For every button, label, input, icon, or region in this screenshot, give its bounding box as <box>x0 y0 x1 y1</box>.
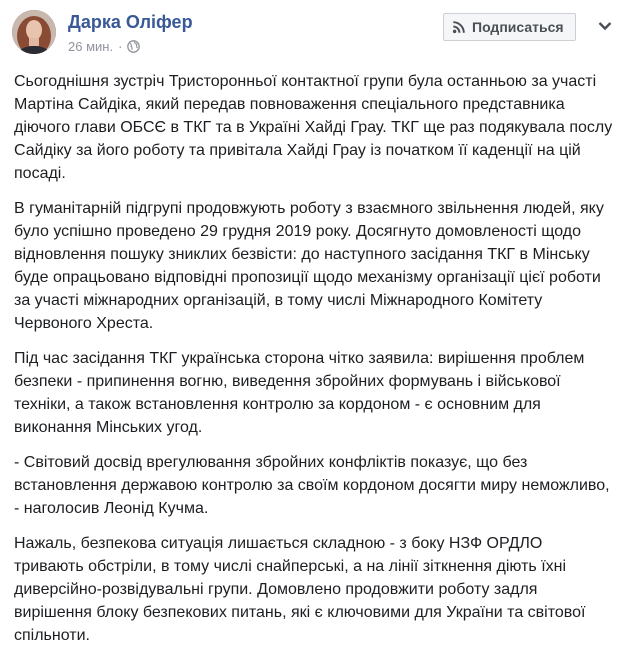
post-paragraph: - Світовий досвід врегулювання збройних конфліктів показує, що без встановлення державою контролю за своїм кордоном досягти миру неможливо, - наголосив Леонід Кучма. <box>14 454 610 517</box>
post-paragraph: Нажаль, безпекова ситуація лишається складною - з боку НЗФ ОРДЛО тривають обстріли, в тому числі снайперські, а на лінії зіткнення діють їхні диверсійно-розвідувальні групи. Домовлено продовжити роботу задля вирішення блоку безпекових питань, які є ключовими для України та світової спільноти. <box>14 535 586 644</box>
avatar-image <box>12 10 56 54</box>
rss-icon <box>452 20 466 34</box>
post-meta <box>68 39 140 54</box>
post-timestamp[interactable]: 26 мин. <box>68 39 114 54</box>
meta-separator: · <box>118 39 123 54</box>
post-header <box>12 10 608 64</box>
post-body <box>14 70 614 659</box>
post-paragraph: В гуманітарній підгрупі продовжують роботу з взаємного звільнення людей, яку було успішно проведено 29 грудня 2019 року. Досягнуто домовленості щодо відновлення пошуку зниклих безвісти: до наступного засідання ТКГ в Мінську буде опрацьовано відповідні пропозиції щодо механізму організації цієї роботи за участі міжнародних організацій, в тому числі Міжнародного Комітету Червоного Хреста. <box>14 200 604 332</box>
avatar[interactable] <box>12 10 56 54</box>
author-name[interactable]: Дарка Оліфер <box>68 12 193 32</box>
subscribe-label: Подписаться <box>472 19 564 35</box>
chevron-down-icon <box>598 21 612 31</box>
post-paragraph: Під час засідання ТКГ українська сторона чітко заявила: вирішення проблем безпеки - припинення вогню, виведення збройних формувань і військової техніки, а також встановлення контролю за кордоном - є основним для виконання Мінських угод. <box>14 350 585 436</box>
post-paragraph: Сьогоднішня зустріч Тристоронньої контактної групи була останньою за участі Мартіна Сайдіка, який передав повноваження спеціального представника діючого глави ОБСЄ в ТКГ та в Україні Хайді Грау. ТКГ ще раз подякувала послу Сайдіку за його роботу та привітала Хайді Грау із початком її каденції на цій посаді. <box>14 73 613 182</box>
post-options-button[interactable] <box>594 12 616 40</box>
globe-icon[interactable] <box>127 40 140 53</box>
subscribe-button[interactable] <box>443 13 576 41</box>
